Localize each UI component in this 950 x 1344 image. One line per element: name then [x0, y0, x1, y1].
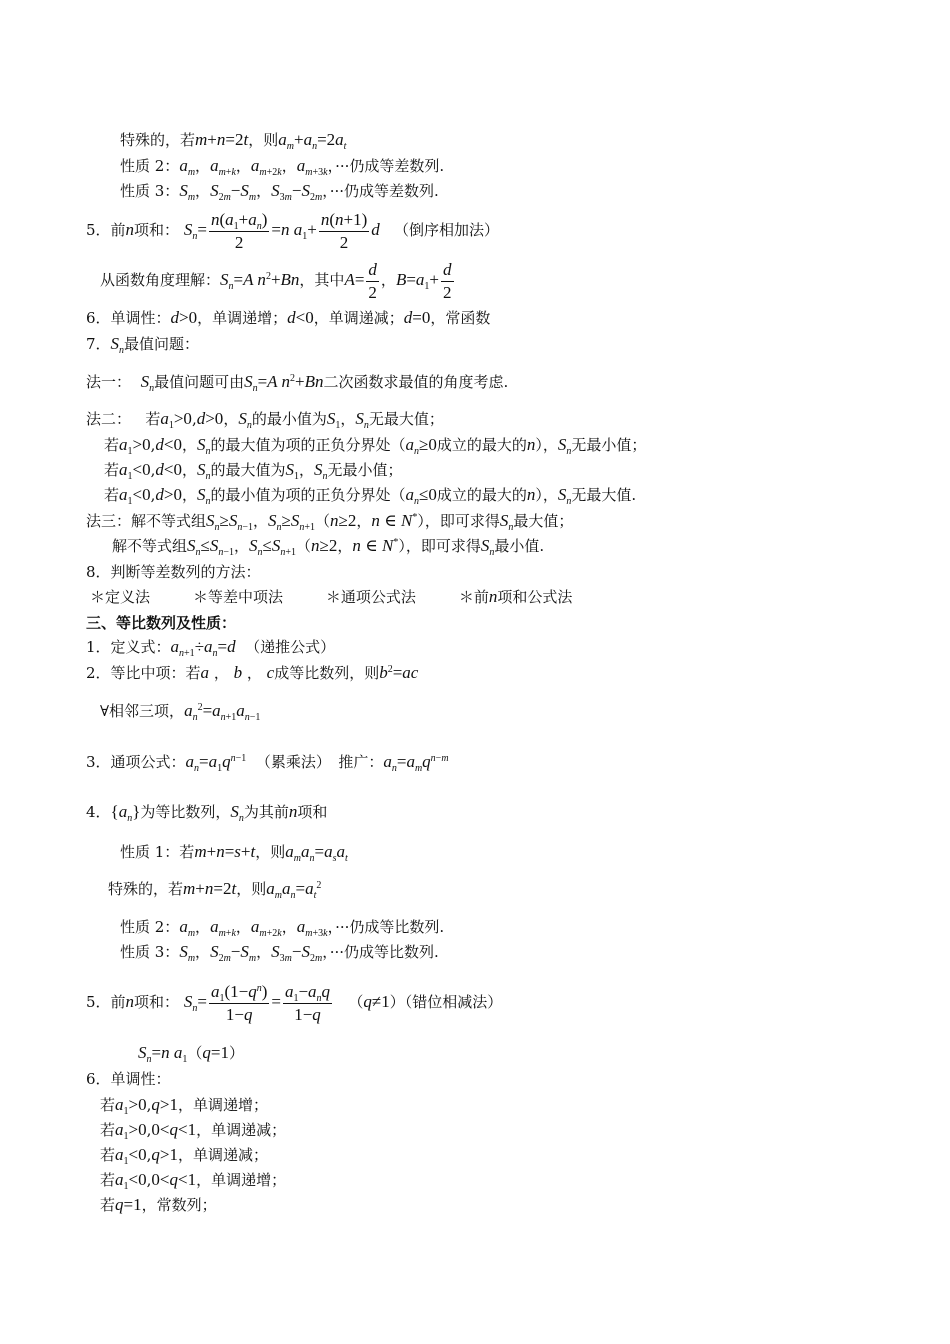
- geo-sum-q1: $S_n=n$ $a_1(q=1)$: [138, 1043, 244, 1065]
- geo-adjacent-terms: ∀相邻三项，$a_n^2=a_{n+1}a_{n-1}$: [100, 701, 261, 723]
- geo-mono-3: 若$a_1<0,q>1$，单调递减；: [100, 1145, 268, 1167]
- geo-property-2: 性质 2：$a_m$，$a_{m+k}$，$a_{m+2k}$，$a_{m+3k}$，···仍成等比数列.: [120, 917, 445, 939]
- method-three-min: 解不等式组$S_n\le S_{n-1}$，$S_n\le S_{n+1}(n\ge 2$，n ∈ N*），即可求得$S_n$最小值.: [112, 536, 545, 558]
- method-two-case-1: 法二： 若$a_1>0,d>0$，$S_n$的最小值为$S_1$，$S_n$无最大值；: [86, 409, 444, 431]
- geo-sum-formula: 5．前n项和： $S_n=$ $\frac{a_1(1-q^n)}{1-q}$ = $\frac{a_1-a_nq}{1-q}$ （q≠1）（错位相减法）: [86, 981, 503, 1024]
- geo-property-3: 性质 3：$S_m$，$S_{2m}-S_m$，$S_{3m}-S_{2m}$，···仍成等比数列.: [120, 942, 439, 964]
- arith-monotonicity: 6．单调性：d>0，单调递增；d<0，单调递减；d=0，常函数: [86, 308, 491, 327]
- geo-middle-term: 2．等比中项：若a ， b ， c成等比数列，则$b^2=ac$: [86, 663, 419, 682]
- method-two-case-4: 若$a_1<0,d>0$，$S_n$的最小值为项的正负分界处（$a_n\le 0$成立的最大的n），$S_n$无最大值.: [104, 485, 637, 507]
- judge-methods-heading: 8．判断等差数列的方法：: [86, 563, 261, 581]
- method-two-case-3: 若$a_1<0,d<0$，$S_n$的最大值为$S_1$，$S_n$无最小值；: [104, 460, 403, 482]
- method-one: 法一： $S_n$最值问题可由$S_n=A$ $n^2+Bn$二次函数求最值的角度考虑.: [86, 372, 509, 394]
- judge-methods-list: ＊定义法 ＊等差中项法 ＊通项公式法 ＊前n项和公式法: [90, 587, 573, 606]
- arith-extremum-heading: 7．$S_n$最值问题：: [86, 334, 200, 356]
- geo-mono-5: 若q=1，常数列；: [100, 1195, 217, 1214]
- geo-monotonicity-heading: 6．单调性：: [86, 1070, 171, 1088]
- section-geometric-heading: 三、等比数列及性质：: [86, 614, 237, 632]
- arith-property-3: 性质 3：$S_m$，$S_{2m}-S_m$，$S_{3m}-S_{2m}$，···仍成等差数列.: [120, 181, 439, 203]
- geo-sequence-intro: 4．$\{a_n\}$为等比数列，$S_n$为其前n项和: [86, 802, 328, 824]
- geo-property-1: 性质 1：若m+n=s+t，则$a_ma_n=a_sa_t$: [120, 842, 348, 864]
- method-two-case-2: 若$a_1>0,d<0$，$S_n$的最大值为项的正负分界处（$a_n\ge 0$成立的最大的n），$S_n$无最小值；: [104, 435, 647, 457]
- geo-mono-2: 若$a_1>0,0<q<1$，单调递减；: [100, 1120, 287, 1142]
- geo-special-case: 特殊的，若m+n=2t，则$a_ma_n=a_t^2$: [108, 879, 322, 901]
- arith-property-2: 性质 2：$a_m$，$a_{m+k}$，$a_{m+2k}$，$a_{m+3k}$，···仍成等差数列.: [120, 156, 445, 178]
- geo-mono-1: 若$a_1>0,q>1$，单调递增；: [100, 1095, 268, 1117]
- geo-definition: 1．定义式：$a_{n+1}\div a_n=d$ （递推公式）: [86, 637, 336, 659]
- method-three-max: 法三：解不等式组$S_n\ge S_{n-1}$，$S_n\ge S_{n+1}(n\ge 2$，n ∈ N*），即可求得$S_n$最大值；: [86, 511, 574, 533]
- special-case-line: 特殊的，若m+n=2t，则$a_m+a_n=2a_t$: [120, 130, 347, 152]
- geo-mono-4: 若$a_1<0,0<q<1$，单调递增；: [100, 1170, 287, 1192]
- arith-sum-function-view: 从函数角度理解：$S_n=A$ $n^2+Bn$，其中A= $\frac{d}{2}$ ，$B=a_1+$ $\frac{d}{2}$: [100, 259, 452, 302]
- arith-sum-formula: 5．前n项和： $S_n=$ $\frac{n(a_1+a_n)}{2}$ =n $a_1+$ $\frac{n(n+1)}{2}$ d （倒序相加法）: [86, 209, 500, 252]
- geo-general-term: 3．通项公式：$a_n=a_1q^{n-1}$ （累乘法） 推广：$a_n=a_mq^{n-m}$: [86, 752, 449, 774]
